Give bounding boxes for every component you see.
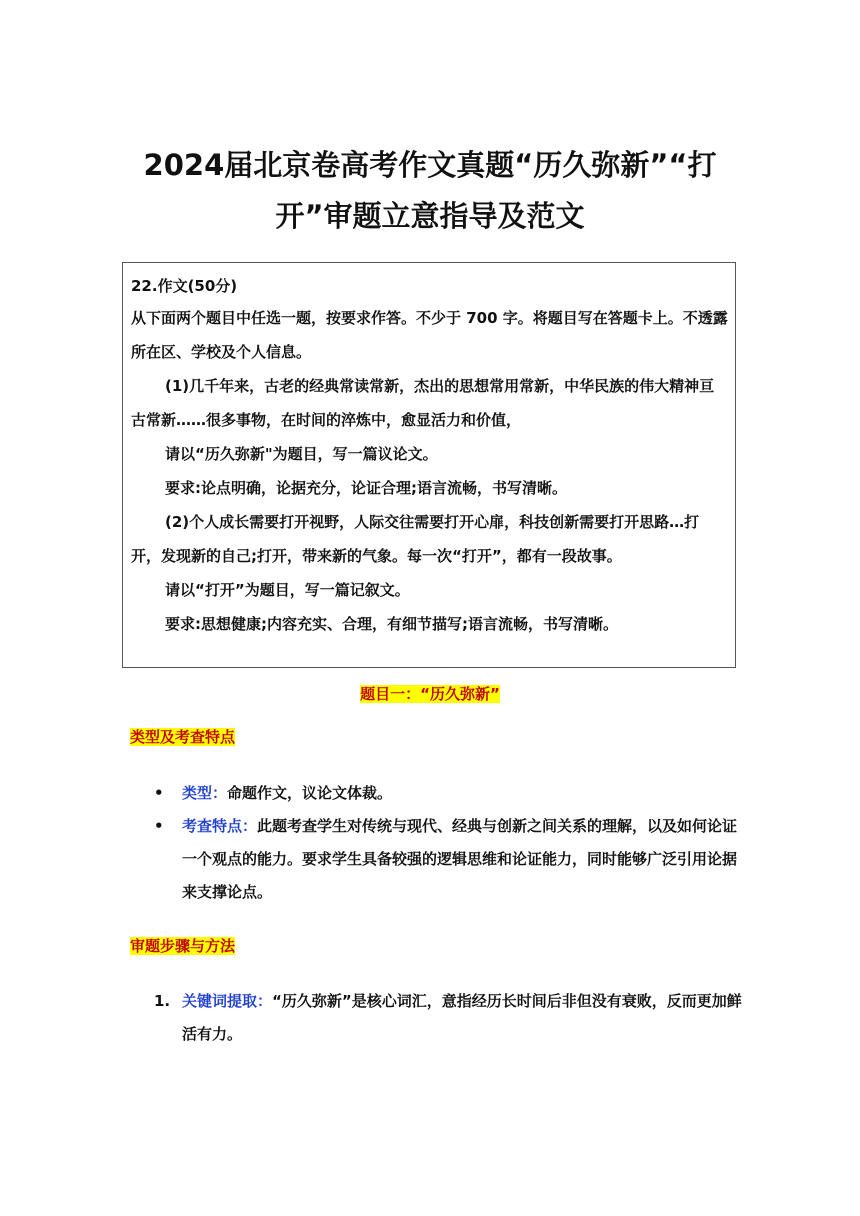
topic1-text: (1)几千年来，古老的经典常读常新，杰出的思想常用常新，中华民族的伟大精神亘古常新……很多事物，在时间的淬炼中，愈显活力和价值， <box>131 377 715 429</box>
section-title <box>0 682 860 706</box>
question-heading: 22.作文(50分) <box>131 277 238 295</box>
list-item-text: 此题考查学生对传统与现代、经典与创新之间关系的理解，以及如何论证一个观点的能力。要求学生具备较强的逻辑思维和论证能力，同时能够广泛引用论据来支撑论点。 <box>182 817 738 901</box>
list-item-text: 命题作文，议论文体裁。 <box>227 784 393 802</box>
list-item-key: 关键词提取： <box>182 992 273 1010</box>
steps-section-heading-text: 审题步骤与方法 <box>130 937 236 955</box>
bullet-marker: • <box>154 817 164 835</box>
type-section-heading-text: 类型及考查特点 <box>130 728 236 746</box>
section-title-text: 题目一：“历久弥新” <box>360 685 500 703</box>
steps-section-heading <box>130 934 235 958</box>
topic2-text: (2)个人成长需要打开视野，人际交往需要打开心扉，科技创新需要打开思路…打开，发现新的自己;打开，带来新的气象。每一次“打开”，都有一段故事。 <box>131 513 700 565</box>
list-item-key: 考查特点： <box>182 817 258 835</box>
question-instruction: 从下面两个题目中任选一题，按要求作答。不少于 700 字。将题目写在答题卡上。不透露所在区、学校及个人信息。 <box>131 309 728 361</box>
topic1-prompt: 请以“历久弥新"为题目，写一篇议论文。 <box>165 445 438 463</box>
list-item-key: 类型： <box>182 784 228 802</box>
title-line-1: 2024届北京卷高考作文真题“历久弥新”“打 <box>143 148 717 182</box>
list-item-text: “历久弥新”是核心词汇，意指经历长时间后非但没有衰败，反而更加鲜活有力。 <box>182 992 742 1043</box>
list-item <box>150 985 742 1051</box>
steps-list <box>150 985 742 1051</box>
type-list <box>150 777 742 909</box>
bullet-marker: • <box>154 784 164 802</box>
title-line-2: 开”审题立意指导及范文 <box>275 199 585 233</box>
type-section-heading <box>130 725 235 749</box>
question-box <box>122 262 736 668</box>
topic2-requirements: 要求:思想健康;内容充实、合理，有细节描写;语言流畅，书写清晰。 <box>165 615 618 633</box>
document-title <box>60 140 800 242</box>
topic1-requirements: 要求:论点明确，论据充分，论证合理;语言流畅，书写清晰。 <box>165 479 567 497</box>
topic2-prompt: 请以“打开”为题目，写一篇记叙文。 <box>165 581 410 599</box>
number-marker: 1. <box>154 992 171 1010</box>
list-item <box>150 810 742 909</box>
list-item <box>150 777 742 810</box>
